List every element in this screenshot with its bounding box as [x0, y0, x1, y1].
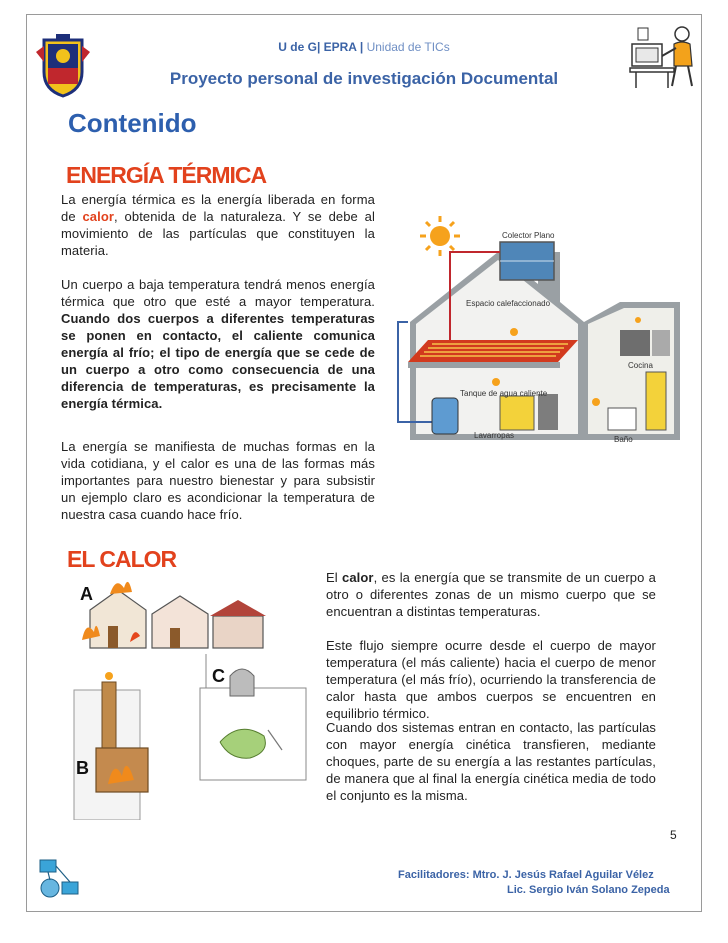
figure-label-b: B	[76, 758, 89, 778]
paragraph-1-text-b: , obtenida de la naturaleza. Y se debe al movimiento de las partículas que constituyen la materia.	[61, 209, 375, 258]
paragraph-1-text-a: La energía térmica es la energía liberada en forma de	[61, 192, 375, 224]
calor-paragraph-3: Cuando dos sistemas entran en contacto, las partículas con mayor energía cinética transfieren, mediante choques, parte de su energía a las restantes partículas, de manera que al final la energía cinética media de todo el conjunto es la misma.	[326, 720, 656, 803]
fireplace-figure	[74, 672, 148, 820]
header-title: Proyecto personal de investigación Documental	[169, 69, 559, 88]
network-computers-icon	[36, 856, 82, 902]
paragraph-2	[61, 276, 375, 412]
header-org-line	[0, 40, 728, 54]
calor-paragraph-1-text-a: El	[326, 570, 342, 585]
header-org: U de G| EPRA |	[278, 40, 367, 54]
page-heading: Contenido	[68, 108, 197, 138]
figure-label-c: C	[212, 666, 225, 686]
paragraph-1	[61, 191, 375, 259]
keyword-calor-2: calor	[342, 570, 374, 585]
footer-facilitators: Facilitadores: Mtro. J. Jesús Rafael Aguilar Vélez	[398, 869, 654, 881]
calor-paragraph-1	[326, 569, 656, 620]
label-tanque: Tanque de agua caliente	[460, 389, 548, 398]
burning-houses-figure	[82, 582, 266, 648]
sun-icon	[420, 216, 460, 256]
paragraph-2-text-a: Un cuerpo a baja temperatura tendrá menos energía térmica que otro que esté a mayor temperatura.	[61, 277, 375, 309]
footer-facilitator-2: Lic. Sergio Iván Solano Zepeda	[507, 884, 670, 896]
label-espacio: Espacio calefaccionado	[466, 299, 551, 308]
heat-transfer-illustration	[70, 570, 310, 820]
section-title-el-calor: EL CALOR	[67, 546, 177, 572]
paragraph-3: La energía se manifiesta de muchas formas en la vida cotidiana, y el calor es una de las formas más importantes para nuestro bienestar y para subsistir un ejemplo claro es acondicionar la temperatura de nuestra casa cuando hace frío.	[61, 439, 375, 522]
calor-paragraph-1-text-b: , es la energía que se transmite de un cuerpo a otro o diferentes zonas de un mismo cuerpo que se encuentran a distintas temperaturas.	[326, 570, 656, 619]
label-colector: Colector Plano	[502, 231, 555, 240]
page-number: 5	[670, 828, 677, 842]
section-title-energia-termica: ENERGÍA TÉRMICA	[66, 162, 267, 188]
calor-paragraph-2: Este flujo siempre ocurre desde el cuerpo de mayor temperatura (el más caliente) hacia el cuerpo de menor temperatura (el más frío), ocurriendo la transferencia de calor hasta que ambos cuerpos se encuentren en equilibrio térmico.	[326, 638, 656, 721]
label-cocina: Cocina	[628, 361, 653, 370]
label-lavarropas: Lavarropas	[474, 431, 515, 440]
keyword-calor: calor	[82, 209, 115, 224]
header-unit: Unidad de TICs	[366, 40, 450, 54]
paragraph-2-bold: Cuando dos cuerpos a diferentes temperaturas se ponen en contacto, el caliente comunica energía al frío; el tipo de energía que se cede de un cuerpo a otro como consecuencia de una diferencia de temperaturas, es precisamente la energía térmica.	[61, 311, 375, 411]
label-bano: Baño	[614, 435, 633, 444]
house-heating-illustration	[388, 212, 688, 468]
figure-label-a: A	[80, 584, 93, 604]
